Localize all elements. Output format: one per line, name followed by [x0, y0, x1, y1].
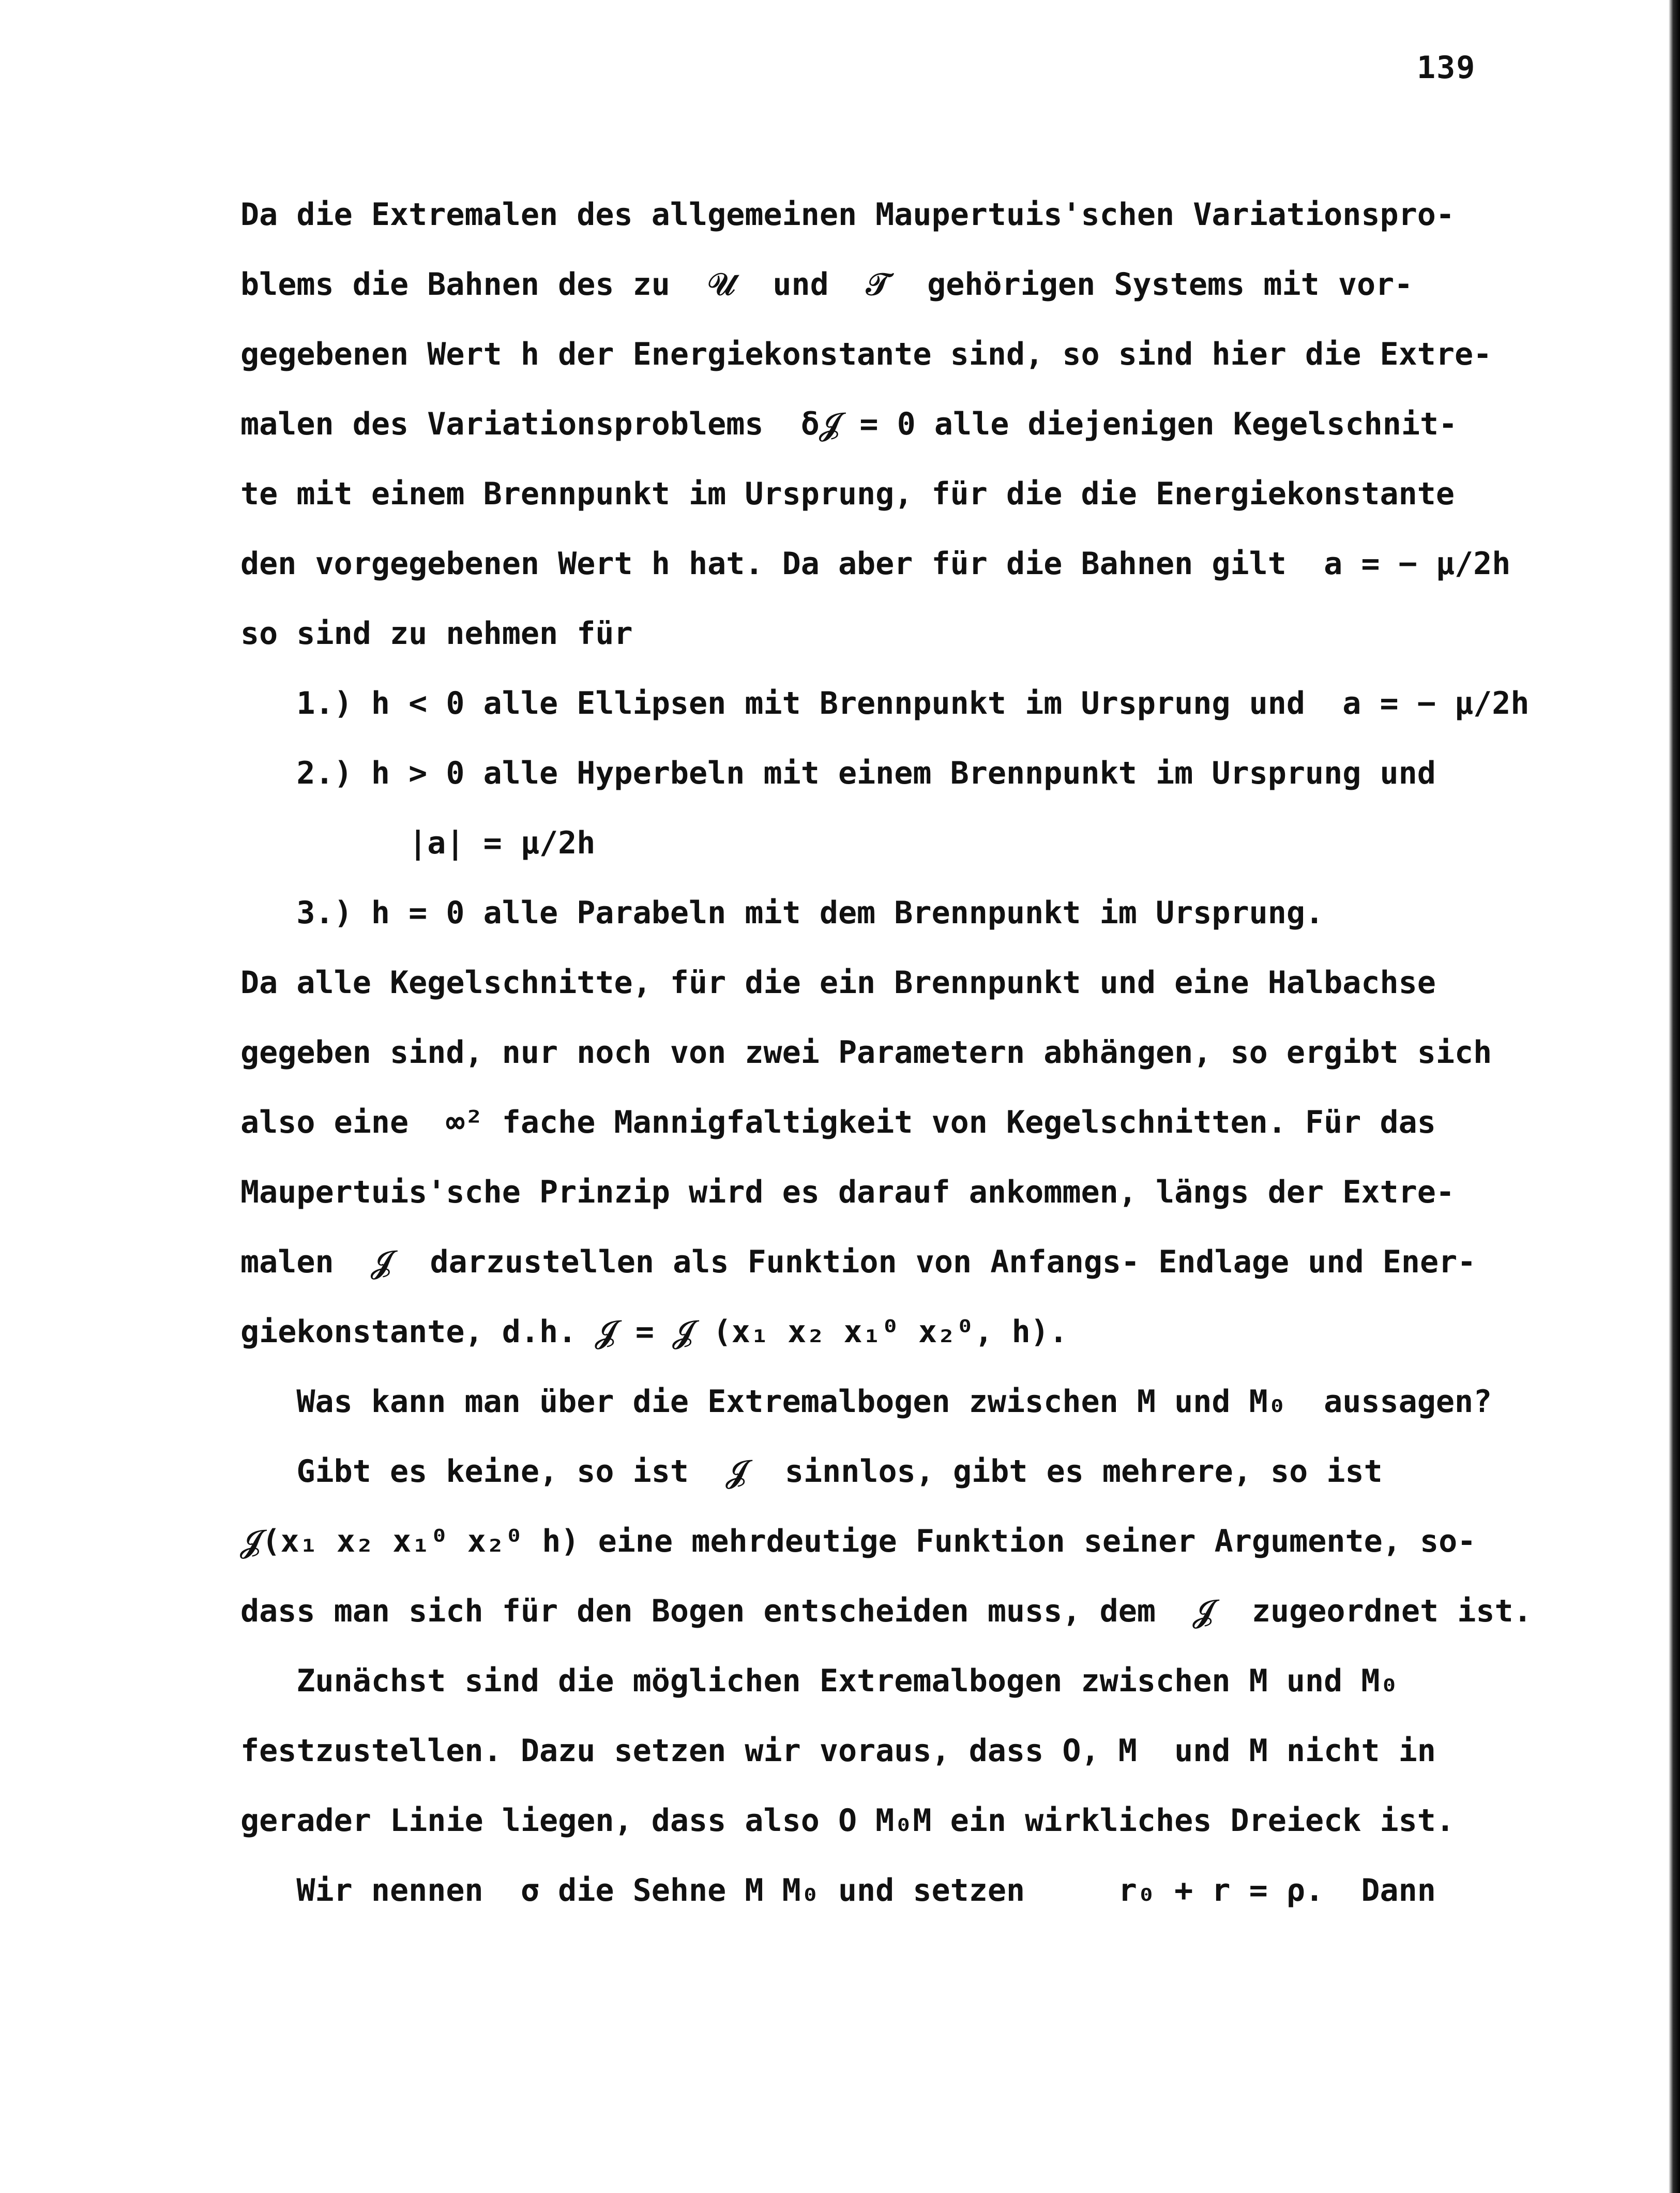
text-line-12: Da alle Kegelschnitte, für die ein Brennpunkt und eine Halbachse [240, 965, 1436, 1001]
text-line-2: blems die Bahnen des zu 𝒰 und 𝒯 gehörigen Systems mit vor- [240, 266, 1413, 303]
text-line-8: 1.) h < 0 alle Ellipsen mit Brennpunkt im Ursprung und a = − μ/2h [240, 685, 1530, 722]
text-line-1: Da die Extremalen des allgemeinen Maupertuis'schen Variationspro- [240, 197, 1455, 233]
text-line-15: Maupertuis'sche Prinzip wird es darauf ankommen, längs der Extre- [240, 1174, 1455, 1210]
text-line-22: Zunächst sind die möglichen Extremalbogen zwischen M und M₀ [240, 1663, 1399, 1699]
text-line-9: 2.) h > 0 alle Hyperbeln mit einem Brennpunkt im Ursprung und [240, 755, 1436, 791]
text-line-10: |a| = μ/2h [240, 825, 596, 861]
text-line-23: festzustellen. Dazu setzen wir voraus, dass O, M und M nicht in [240, 1733, 1436, 1769]
text-line-18: Was kann man über die Extremalbogen zwischen M und M₀ aussagen? [240, 1384, 1492, 1420]
text-line-17: giekonstante, d.h. 𝒥 = 𝒥 (x₁ x₂ x₁⁰ x₂⁰, h). [240, 1314, 1068, 1350]
page-number: 139 [1417, 50, 1476, 86]
text-line-25: Wir nennen σ die Sehne M M₀ und setzen r₀ + r = ρ. Dann [240, 1872, 1436, 1909]
text-line-14: also eine ∞² fache Mannigfaltigkeit von Kegelschnitten. Für das [240, 1104, 1436, 1140]
text-line-11: 3.) h = 0 alle Parabeln mit dem Brennpunkt im Ursprung. [240, 895, 1324, 931]
text-line-19: Gibt es keine, so ist 𝒥 sinnlos, gibt es mehrere, so ist [240, 1453, 1383, 1490]
text-line-20: 𝒥(x₁ x₂ x₁⁰ x₂⁰ h) eine mehrdeutige Funktion seiner Argumente, so- [240, 1523, 1476, 1559]
text-line-16: malen 𝒥 darzustellen als Funktion von Anfangs- Endlage und Ener- [240, 1244, 1476, 1280]
text-line-24: gerader Linie liegen, dass also O M₀M ein wirkliches Dreieck ist. [240, 1803, 1455, 1839]
text-line-13: gegeben sind, nur noch von zwei Parametern abhängen, so ergibt sich [240, 1034, 1492, 1071]
text-line-5: te mit einem Brennpunkt im Ursprung, für die die Energiekonstante [240, 476, 1455, 512]
page-edge-shadow [1669, 0, 1680, 2193]
text-line-3: gegebenen Wert h der Energiekonstante sind, so sind hier die Extre- [240, 336, 1492, 372]
text-line-7: so sind zu nehmen für [240, 615, 633, 652]
text-line-21: dass man sich für den Bogen entscheiden muss, dem 𝒥 zugeordnet ist. [240, 1593, 1532, 1629]
text-line-6: den vorgegebenen Wert h hat. Da aber für die Bahnen gilt a = − μ/2h [240, 546, 1511, 582]
text-line-4: malen des Variationsproblems δ𝒥 = 0 alle diejenigen Kegelschnit- [240, 406, 1458, 442]
